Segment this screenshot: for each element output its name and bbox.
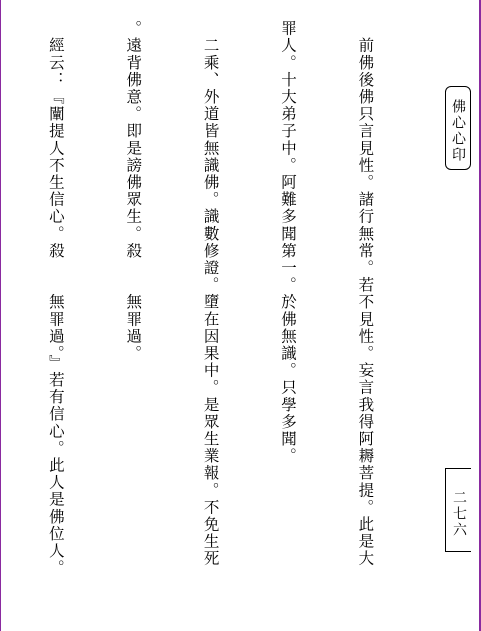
page-header-title: 佛心心印 [445,86,471,170]
body-text [9,20,429,620]
text-column: 前佛後佛只言見性。諸行無常。若不見性。妄言我得阿耨菩提。此是大 [356,20,375,568]
text-column: 二乘、外道皆無識佛。識數修證。墮在因果中。是眾生業報。不免生死 [201,20,220,568]
text-column: 。遠背佛意。即是謗佛眾生。殺 無罪過。 [124,20,143,362]
text-column: 罪人。十大弟子中。阿難多聞第一。於佛無識。只學多聞。 [279,20,298,465]
text-column: 經云：『闡提人不生信心。殺 無罪過。』若有信心。此人是佛位人。 [46,20,65,577]
page-number: 二七六 [445,468,471,552]
